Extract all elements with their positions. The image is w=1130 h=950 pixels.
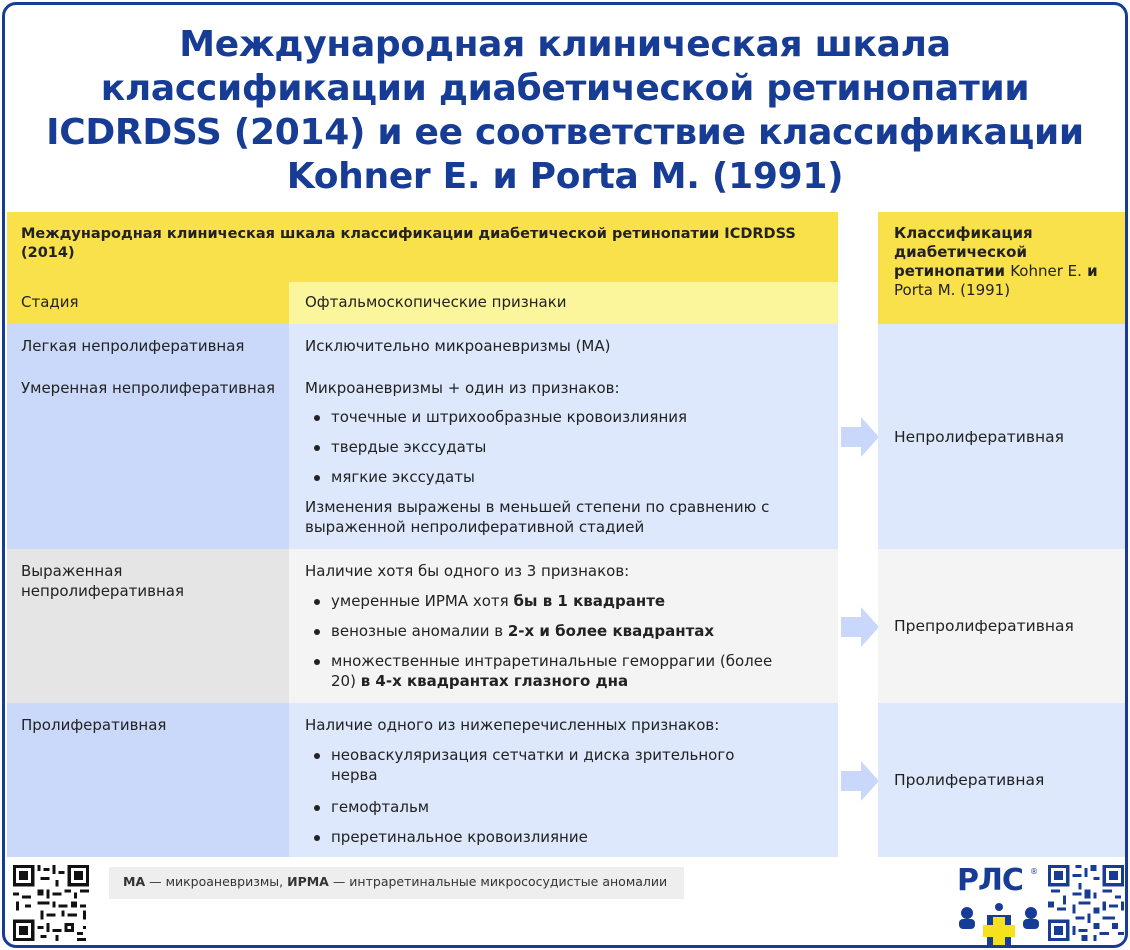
bullet-dot bbox=[314, 445, 320, 451]
list-item-text: преретинальное кровоизлияние bbox=[331, 828, 588, 846]
list-item-text: множественные интраретинальные геморрагии (более 20) bbox=[331, 652, 773, 690]
page-title bbox=[5, 23, 1125, 199]
list-item bbox=[305, 745, 785, 785]
abbr-irma-definition: — интраретинальные микрососудистые аномалии bbox=[328, 874, 668, 889]
list-item bbox=[305, 621, 825, 641]
sign-severe-intro: Наличие хотя бы одного из 3 признаков: bbox=[305, 562, 630, 580]
signs-cell-severe bbox=[289, 549, 838, 703]
sign-mild: Исключительно микроаневризмы (МА) bbox=[305, 337, 611, 355]
stage-cell-proliferative bbox=[7, 703, 289, 857]
list-item bbox=[305, 797, 825, 817]
signs-cell-proliferative bbox=[289, 703, 838, 857]
sign-moderate-outro: Изменения выражены в меньшей степени по сравнению с выраженной непролиферативной стадией bbox=[305, 498, 770, 536]
kohner-nonproliferative: Непролиферативная bbox=[878, 324, 1128, 549]
stage-mild: Легкая непролиферативная bbox=[21, 337, 245, 355]
rls-logo-text: РЛС bbox=[957, 863, 1023, 898]
bullet-dot bbox=[314, 475, 320, 481]
bullet-dot bbox=[314, 659, 320, 665]
kohner-header-bold: Классификация диабетической ретинопатии bbox=[894, 224, 1033, 280]
bullet-dot bbox=[314, 805, 320, 811]
list-item-text: неоваскуляризация сетчатки и диска зрительного нерва bbox=[331, 746, 735, 784]
rls-logo[interactable] bbox=[953, 863, 1043, 947]
arrow-right-icon bbox=[841, 607, 879, 647]
list-item-text: точечные и штрихообразные кровоизлияния bbox=[331, 408, 688, 426]
abbr-irma: ИРМА bbox=[287, 874, 329, 889]
list-item bbox=[305, 407, 825, 427]
list-item bbox=[305, 651, 785, 691]
bullet-dot bbox=[314, 835, 320, 841]
stage-proliferative: Пролиферативная bbox=[21, 716, 167, 734]
rls-logo-registered: ® bbox=[1030, 867, 1038, 876]
abbr-ma-definition: — микроаневризмы, bbox=[145, 874, 288, 889]
qr-code-icon[interactable] bbox=[1048, 865, 1124, 941]
kohner-name: Kohner E. bbox=[1010, 262, 1082, 280]
bullet-dot bbox=[314, 629, 320, 635]
porta-name: Porta M. (1991) bbox=[894, 281, 1011, 299]
list-item bbox=[305, 827, 825, 847]
list-item bbox=[305, 467, 825, 487]
stage-cell-severe bbox=[7, 549, 289, 703]
bullet-dot bbox=[314, 415, 320, 421]
list-item-emphasis: 2-х и более квадрантах bbox=[507, 622, 715, 640]
bullet-dot bbox=[314, 753, 320, 759]
title-line: классификации диабетической ретинопатии bbox=[100, 68, 1030, 109]
title-line: ICDRDSS (2014) и ее соответствие классификации bbox=[46, 112, 1084, 153]
qr-code-icon[interactable] bbox=[13, 865, 89, 941]
abbr-ma: МА bbox=[123, 874, 146, 889]
signs-column-header: Офтальмоскопические признаки bbox=[289, 282, 838, 324]
list-item bbox=[305, 591, 825, 611]
bullet-dot bbox=[314, 599, 320, 605]
list-item-emphasis: в 4-х квадрантах глазного дна bbox=[360, 672, 629, 690]
stage-column-header: Стадия bbox=[7, 282, 289, 324]
stage-cell-nonproliferative bbox=[7, 324, 289, 549]
infographic-frame bbox=[2, 2, 1128, 948]
title-line: Международная клиническая шкала bbox=[179, 24, 951, 65]
rls-cross-icon bbox=[957, 903, 1041, 947]
list-item-text: мягкие экссудаты bbox=[331, 468, 475, 486]
list-item-text: твердые экссудаты bbox=[331, 438, 487, 456]
title-line: Kohner E. и Porta M. (1991) bbox=[286, 156, 844, 197]
icdrdss-header: Международная клиническая шкала классификации диабетической ретинопатии ICDRDSS (2014) bbox=[7, 212, 838, 282]
sign-proliferative-intro: Наличие одного из нижеперечисленных признаков: bbox=[305, 716, 720, 734]
arrow-right-icon bbox=[841, 417, 879, 457]
list-item-text: гемофтальм bbox=[331, 798, 430, 816]
kohner-proliferative: Пролиферативная bbox=[878, 703, 1128, 857]
abbreviations-note bbox=[109, 867, 684, 899]
list-item-text: умеренные ИРМА хотя bbox=[331, 592, 514, 610]
list-item-emphasis: бы в 1 квадранте bbox=[513, 592, 666, 610]
signs-cell-nonproliferative bbox=[289, 324, 838, 549]
arrow-right-icon bbox=[841, 761, 879, 801]
list-item bbox=[305, 437, 825, 457]
kohner-porta-header bbox=[878, 212, 1128, 324]
list-item-text: венозные аномалии в bbox=[331, 622, 508, 640]
kohner-and: и bbox=[1081, 262, 1098, 280]
sign-moderate-intro: Микроаневризмы + один из признаков: bbox=[305, 379, 620, 397]
kohner-preproliferative: Препролиферативная bbox=[878, 549, 1128, 703]
stage-severe: Выраженная непролиферативная bbox=[21, 562, 184, 600]
stage-moderate: Умеренная непролиферативная bbox=[21, 379, 276, 397]
